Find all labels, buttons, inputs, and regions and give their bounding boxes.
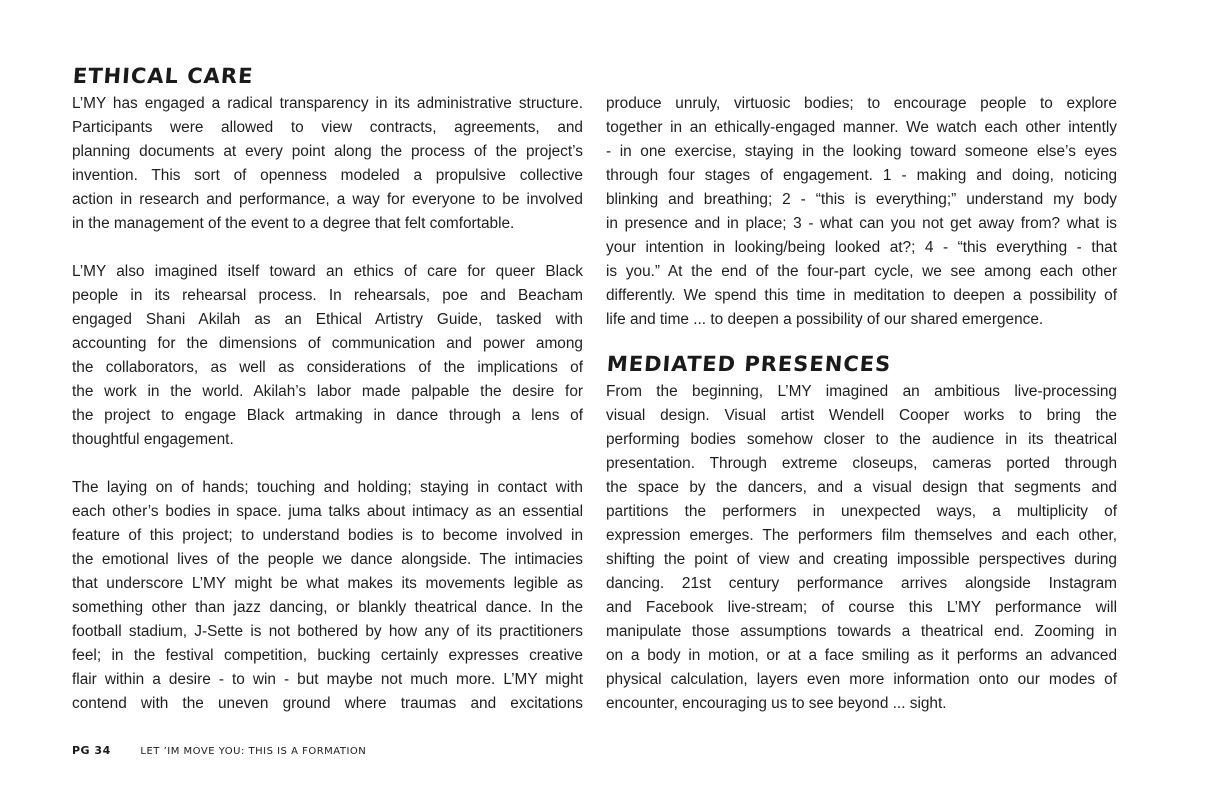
text-line: The laying on of hands; touching and holding; staying in contact with xyxy=(72,479,583,496)
text-line: encounter, encouraging us to see beyond ... sight. xyxy=(606,695,947,712)
text-line: the work in the world. Akilah’s labor made palpable the desire for xyxy=(72,383,583,400)
text-line: From the beginning, L’MY imagined an ambitious live-processing xyxy=(606,383,1117,400)
text-line: expression emerges. The performers film themselves and each other, xyxy=(606,527,1117,544)
section-heading-ethical-care: ETHICAL CARE xyxy=(72,64,255,88)
text-line: invention. This sort of openness modeled a propulsive collective xyxy=(72,167,583,184)
paragraph-visual-design xyxy=(606,380,1117,716)
text-line: - in one exercise, staying in the looking toward someone else’s eyes xyxy=(606,143,1117,160)
text-line: planning documents at every point along the process of the project’s xyxy=(72,143,583,160)
paragraph-ethics-of-care xyxy=(72,260,583,452)
text-line: performing bodies somehow closer to the audience in its theatrical xyxy=(606,431,1117,448)
text-line: the project to engage Black artmaking in dance through a lens of xyxy=(72,407,583,424)
text-line: Participants were allowed to view contracts, agreements, and xyxy=(72,119,583,136)
text-line: each other’s bodies in space. juma talks about intimacy as an essential xyxy=(72,503,583,520)
text-line: produce unruly, virtuosic bodies; to encourage people to explore xyxy=(606,95,1117,112)
text-line: action in research and performance, a way for everyone to be involved xyxy=(72,191,583,208)
publication-title: LET ’IM MOVE YOU: THIS IS A FORMATION xyxy=(140,746,367,757)
text-line: that underscore L’MY might be what makes its movements legible as xyxy=(72,575,583,592)
text-line: thoughtful engagement. xyxy=(72,431,234,448)
text-line: engaged Shani Akilah as an Ethical Artistry Guide, tasked with xyxy=(72,311,583,328)
page-footer xyxy=(72,744,366,757)
text-line: L’MY has engaged a radical transparency in its administrative structure. xyxy=(72,95,583,112)
text-line: in presence and in place; 3 - what can you not get away from? what is xyxy=(606,215,1117,232)
text-line: physical calculation, layers even more information onto our modes of xyxy=(606,671,1117,688)
text-line: the emotional lives of the people we dance alongside. The intimacies xyxy=(72,551,583,568)
text-line: your intention in looking/being looked at?; 4 - “this everything - that xyxy=(606,239,1117,256)
text-line: something other than jazz dancing, or blankly theatrical dance. In the xyxy=(72,599,583,616)
paragraph-continuation xyxy=(606,92,1117,332)
text-line: on a body in motion, or at a face smiling as it performs an advanced xyxy=(606,647,1117,664)
text-line: differently. We spend this time in meditation to deepen a possibility of xyxy=(606,287,1117,304)
paragraph-transparency xyxy=(72,92,583,236)
section-heading-mediated-presences: MEDIATED PRESENCES xyxy=(606,352,893,376)
text-line: manipulate those assumptions towards a theatrical end. Zooming in xyxy=(606,623,1117,640)
text-line: in the management of the event to a degree that felt comfortable. xyxy=(72,215,515,232)
text-line: accounting for the dimensions of communication and power among xyxy=(72,335,583,352)
text-line: presentation. Through extreme closeups, cameras ported through xyxy=(606,455,1117,472)
text-line: visual design. Visual artist Wendell Cooper works to bring the xyxy=(606,407,1117,424)
text-line: the collaborators, as well as considerations of the implications of xyxy=(72,359,583,376)
text-line: the space by the dancers, and a visual design that segments and xyxy=(606,479,1117,496)
page-number: PG 34 xyxy=(72,744,111,757)
text-line: dancing. 21st century performance arrives alongside Instagram xyxy=(606,575,1117,592)
text-line: life and time ... to deepen a possibility of our shared emergence. xyxy=(606,311,1044,328)
text-line: feature of this project; to understand bodies is to become involved in xyxy=(72,527,583,544)
text-line: through four stages of engagement. 1 - making and doing, noticing xyxy=(606,167,1117,184)
text-line: flair within a desire - to win - but maybe not much more. L’MY might xyxy=(72,671,583,688)
text-line: is you.” At the end of the four-part cycle, we see among each other xyxy=(606,263,1117,280)
text-line: and Facebook live-stream; of course this L’MY performance will xyxy=(606,599,1117,616)
text-line: contend with the uneven ground where traumas and excitations xyxy=(72,695,583,712)
text-line: L’MY also imagined itself toward an ethics of care for queer Black xyxy=(72,263,583,280)
text-line: feel; in the festival competition, bucking certainly expresses creative xyxy=(72,647,583,664)
text-line: blinking and breathing; 2 - “this is everything;” understand my body xyxy=(606,191,1117,208)
text-line: shifting the point of view and creating impossible perspectives during xyxy=(606,551,1117,568)
text-line: football stadium, J-Sette is not bothered by how any of its practitioners xyxy=(72,623,583,640)
text-line: people in its rehearsal process. In rehearsals, poe and Beacham xyxy=(72,287,583,304)
text-line: together in an ethically-engaged manner. We watch each other intently xyxy=(606,119,1117,136)
text-line: partitions the performers in unexpected ways, a multiplicity of xyxy=(606,503,1117,520)
paragraph-intimacy xyxy=(72,476,583,716)
